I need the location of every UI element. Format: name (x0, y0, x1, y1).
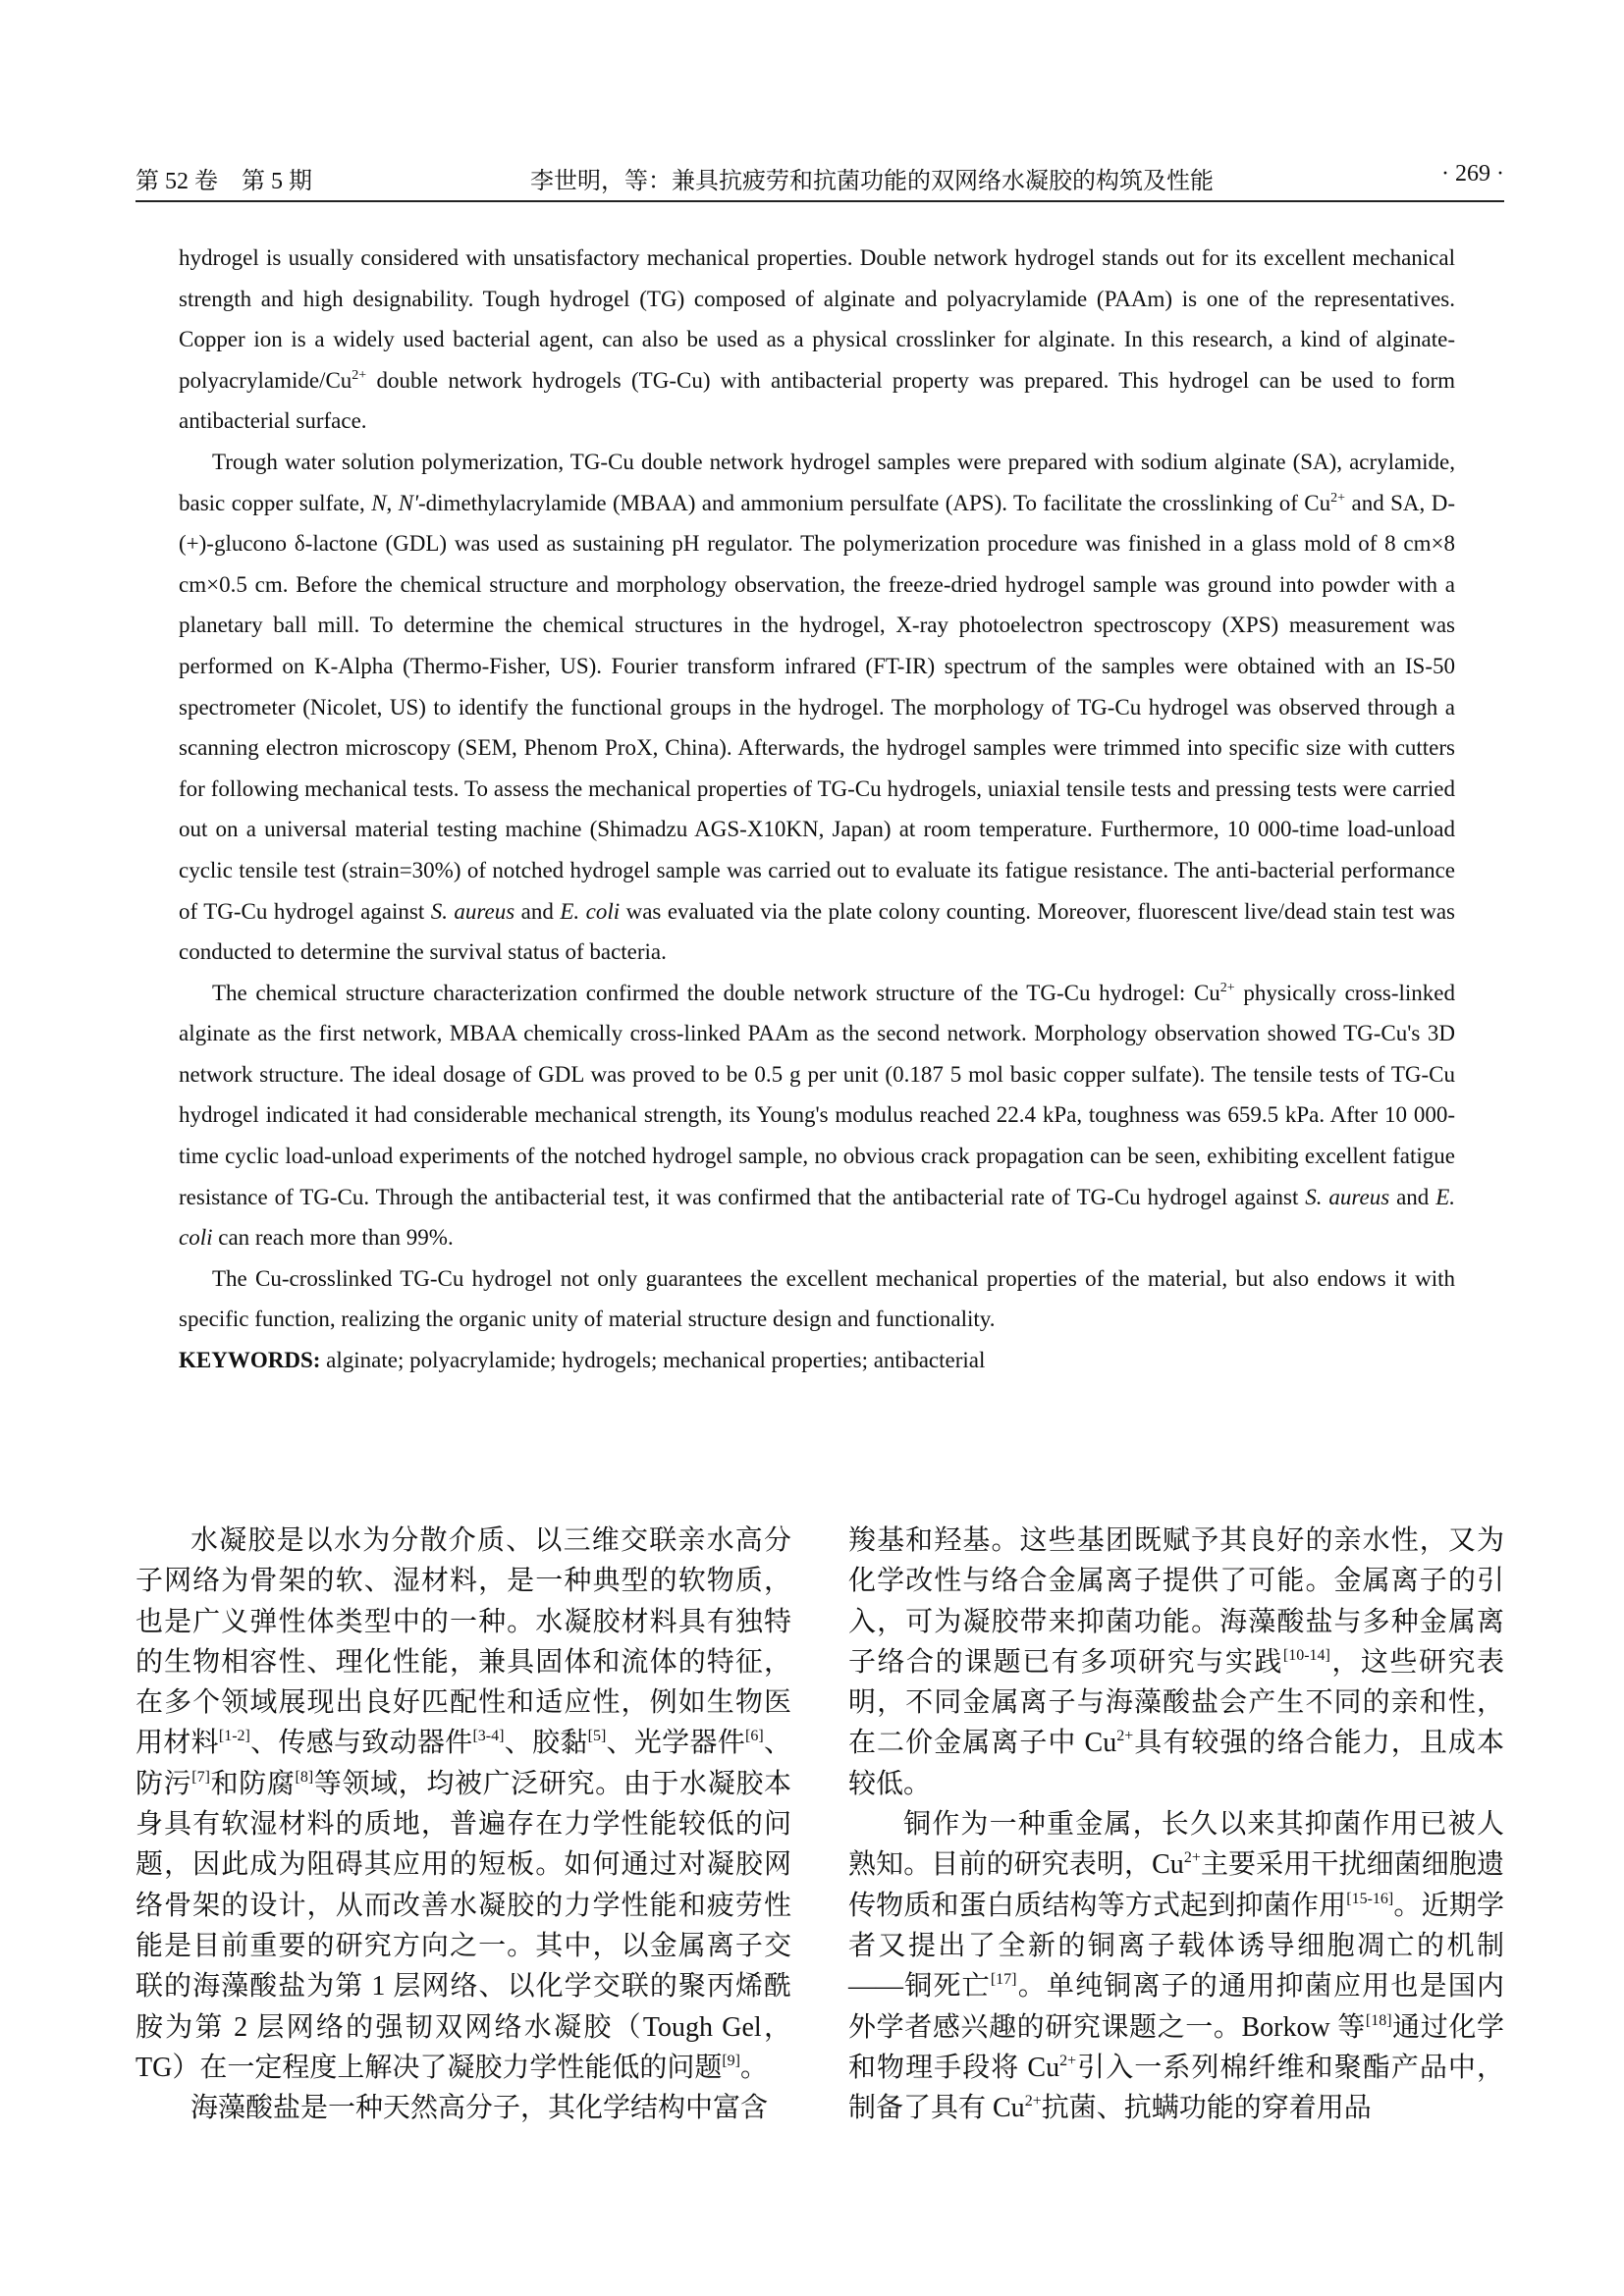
citation-ref: [7] (191, 1768, 210, 1786)
body-paragraph: 海藻酸盐是一种天然高分子，其化学结构中富含 (190, 2093, 769, 2124)
english-abstract (179, 238, 1455, 1381)
body-paragraph: 水凝胶是以水为分散介质、以三维交联亲水高分子网络为骨架的软、湿材料，是一种典型的软物质，也是广义弹性体类型中的一种。水凝胶材料具有独特的生物相容性、理化性能，兼具固体和流体的特征，在多个领域展现出良好匹配性和适应性，例如生物医用材料[1-2]、传感与致动器件[3-4]、胶黏[5]、光学器件[6]、防污[7]和防腐[8]等领域，均被广泛研究。由于水凝胶本身具有软湿材料的质地，普遍存在力学性能较低的问题，因此成为阻碍其应用的短板。如何通过对凝胶网络骨架的设计，从而改善水凝胶的力学性能和疲劳性能是目前重要的研究方向之一。其中，以金属离子交联的海藻酸盐为第 1 层网络、以化学交联的聚丙烯酰胺为第 2 层网络的强韧双网络水凝胶（Tough Gel，TG）在一定程度上解决了凝胶力学性能低的问题[9]。 (135, 1525, 791, 2083)
abstract-paragraph-1: hydrogel is usually considered with unsatisfactory mechanical properties. Double network hydrogel stands out for its excellent mechanical strength and high designability. Tough hydrogel (TG) composed of alginate and polyacrylamide (PAAm) is one of the representatives. Copper ion is a widely used bacterial agent, can also be used as a physical crosslinker for alginate. In this research, a kind of alginate-$polyacrylamide/Cu^{2+}$ double network hydrogels (TG-Cu) with antibacterial property was prepared. This hydrogel can be used to form antibacterial surface. (179, 245, 1455, 434)
citation-ref: [1-2] (218, 1728, 250, 1745)
abstract-paragraph-4: The Cu-crosslinked TG-Cu hydrogel not only guarantees the excellent mechanical properties of the material, but also endows it with specific function, realizing the organic unity of material structure design and functionality. (179, 1265, 1455, 1332)
keywords-line (179, 1340, 1455, 1381)
abstract-paragraph-2: Trough water solution polymerization, TG-Cu double network hydrogel samples were prepared with sodium alginate (SA), acrylamide, basic copper sulfate, N, N'-dimethylacrylamide (MBAA) and ammonium persulfate (APS). To facilitate the crosslinking of $Cu^{2+}$ and SA, D-(+)-glucono δ-lactone (GDL) was used as sustaining pH regulator. The polymerization procedure was finished in a glass mold of 8 cm×8 cm×0.5 cm. Before the chemical structure and morphology observation, the freeze-dried hydrogel sample was ground into powder with a planetary ball mill. To determine the chemical structures in the hydrogel, X-ray photoelectron spectroscopy (XPS) measurement was performed on K-Alpha (Thermo-Fisher, US). Fourier transform infrared (FT-IR) spectrum of the samples were obtained with an IS-50 spectrometer (Nicolet, US) to identify the functional groups in the hydrogel. The morphology of TG-Cu hydrogel was observed through a scanning electron microscopy (SEM, Phenom ProX, China). Afterwards, the hydrogel samples were trimmed into specific size with cutters for following mechanical tests. To assess the mechanical properties of TG-Cu hydrogels, uniaxial tensile tests and pressing tests were carried out on a universal material testing machine (Shimadzu AGS-X10KN, Japan) at room temperature. Furthermore, 10 000-time load-unload cyclic tensile test (strain=30%) of notched hydrogel sample was carried out to evaluate its fatigue resistance. The anti-bacterial performance of TG-Cu hydrogel against S. aureus and E. coli was evaluated via the plate colony counting. Moreover, fluorescent live/dead stain test was conducted to determine the survival status of bacteria. (179, 449, 1455, 965)
citation-ref: [5] (587, 1728, 607, 1745)
running-title: 李世明，等：兼具抗疲劳和抗菌功能的双网络水凝胶的构筑及性能 (530, 169, 1214, 194)
citation-ref: [6] (745, 1728, 764, 1745)
body-column-right (848, 1521, 1504, 2128)
body-column-left (135, 1521, 791, 2128)
keywords-text: alginate; polyacrylamide; hydrogels; mechanical properties; antibacterial (320, 1348, 986, 1373)
citation-ref: [17] (990, 1971, 1017, 1989)
citation-ref: [10-14] (1282, 1646, 1330, 1664)
page-number: · 269 · (1441, 161, 1504, 187)
citation-ref: [9] (722, 2052, 740, 2069)
citation-ref: [18] (1365, 2011, 1392, 2029)
citation-ref: [3-4] (472, 1728, 505, 1745)
journal-volume-issue: 第 52 卷 第 5 期 (135, 169, 312, 194)
body-paragraph: 羧基和羟基。这些基团既赋予其良好的亲水性，又为化学改性与络合金属离子提供了可能。金属离子的引入，可为凝胶带来抑菌功能。海藻酸盐与多种金属离子络合的课题已有多项研究与实践[10-14]，这些研究表明，不同金属离子与海藻酸盐会产生不同的亲和性，在二价金属离子中 $Cu^{2+}$具有较强的络合能力，且成本较低。 (848, 1525, 1504, 1799)
citation-ref: [8] (295, 1768, 314, 1786)
keywords-label: KEYWORDS: (179, 1348, 321, 1373)
citation-ref: [15-16] (1346, 1890, 1394, 1907)
abstract-paragraph-3: The chemical structure characterization confirmed the double network structure of the TG-Cu hydrogel: $Cu^{2+}$ physically cross-linked alginate as the first network, MBAA chemically cross-linked PAAm as the second network. Morphology observation showed TG-Cu's 3D network structure. The ideal dosage of GDL was proved to be 0.5 g per unit (0.187 5 mol basic copper sulfate). The tensile tests of TG-Cu hydrogel indicated it had considerable mechanical strength, its Young's modulus reached 22.4 kPa, toughness was 659.5 kPa. After 10 000-time cyclic load-unload experiments of the notched hydrogel sample, no obvious crack propagation can be seen, exhibiting excellent fatigue resistance of TG-Cu. Through the antibacterial test, it was confirmed that the antibacterial rate of TG-Cu hydrogel against S. aureus and E. coli can reach more than 99%. (179, 980, 1455, 1251)
body-paragraph: 铜作为一种重金属，长久以来其抑菌作用已被人熟知。目前的研究表明，$Cu^{2+}$主要采用干扰细菌细胞遗传物质和蛋白质结构等方式起到抑菌作用[15-16]。近期学者又提出了全新的铜离子载体诱导细胞凋亡的机制——铜死亡[17]。单纯铜离子的通用抑菌应用也是国内外学者感兴趣的研究课题之一。Borkow 等[18]通过化学和物理手段将 $Cu^{2+}$引入一系列棉纤维和聚酯产品中，制备了具有 $Cu^{2+}$抗菌、抗螨功能的穿着用品 (848, 1809, 1504, 2124)
page-header (135, 157, 1504, 202)
